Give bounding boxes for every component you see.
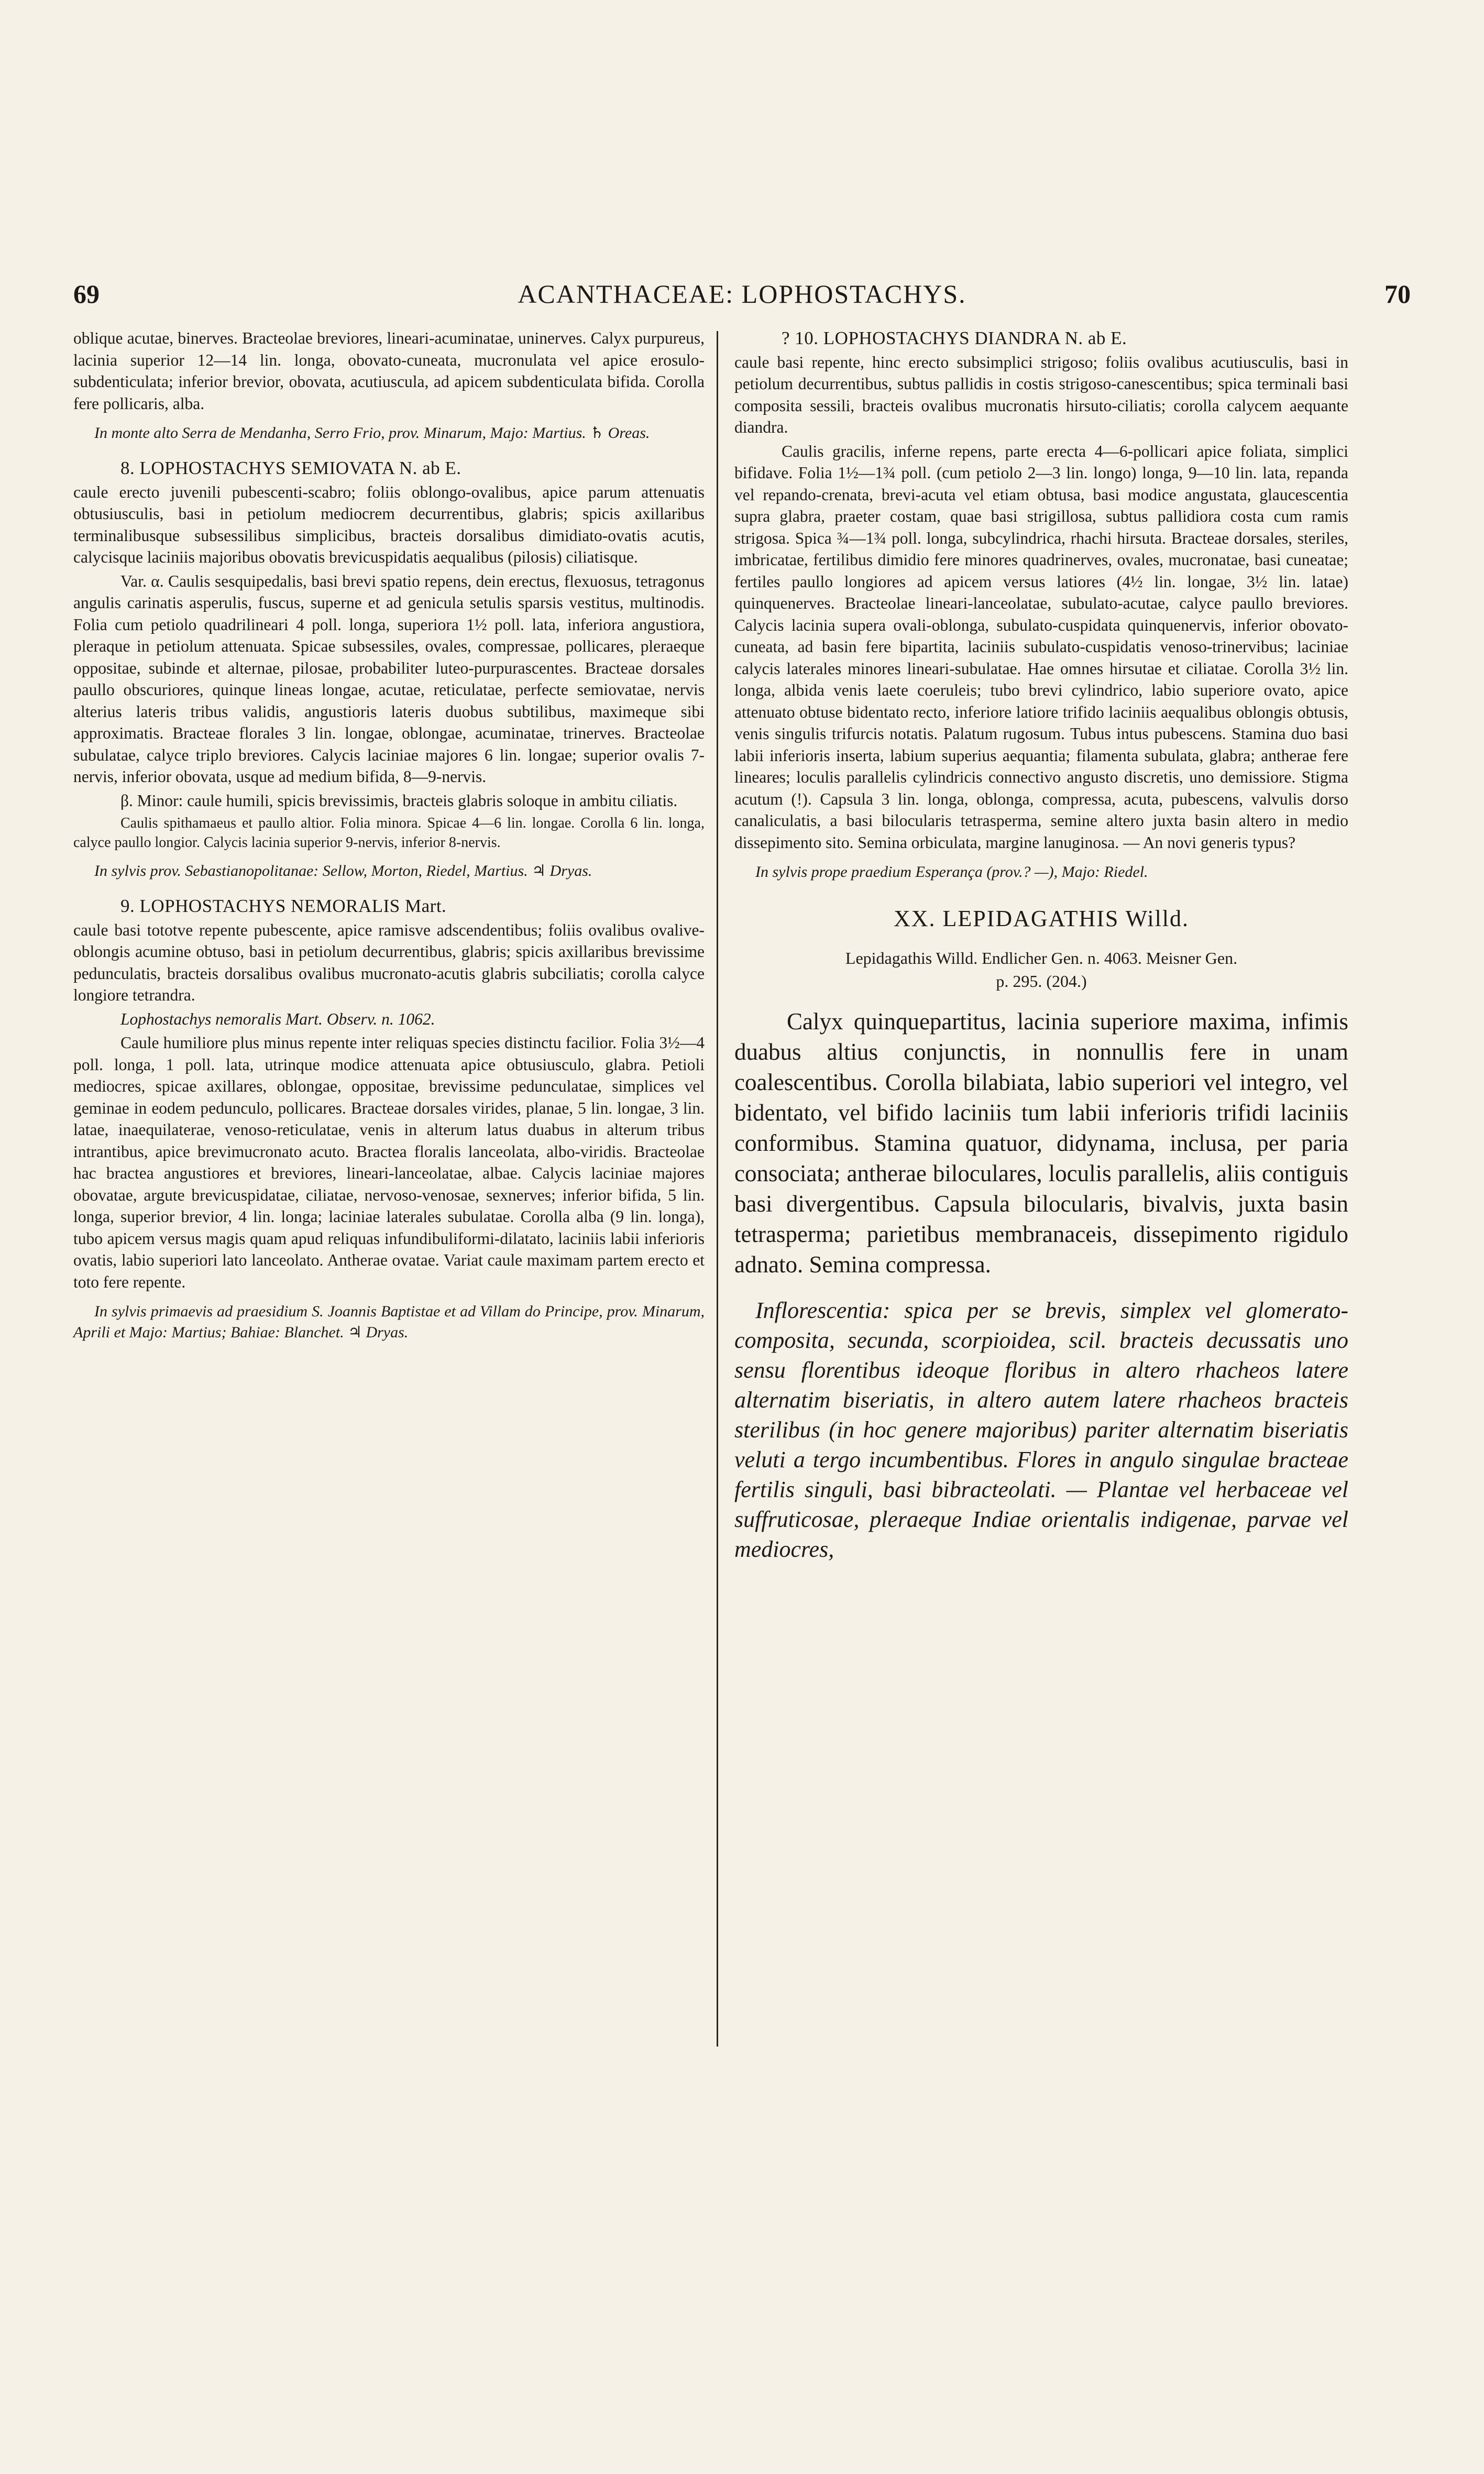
genus-reference-line-1: Lepidagathis Willd. Endlicher Gen. n. 4063. Meisner Gen.: [845, 948, 1238, 967]
species-8-variety-beta: β. Minor: caule humili, spicis brevissimis, bracteis glabris soloque in ambitu ciliatis.: [120, 791, 678, 810]
species-10-heading: ? 10. LOPHOSTACHYS DIANDRA N. ab E.: [782, 328, 1127, 348]
species-10-description: Caulis gracilis, inferne repens, parte erecta 4—6-pollicari apice foliata, simplici bifidave. Folia 1½—1¾ poll. (cum petiolo 2—3 lin. longo) longa, 9—10 lin. lata, repanda vel repando-crenata, brevi-acuta vel etiam obtusa, basi modice angustata, glaucescentia supra glabra, praeter costam, quae basi strigillosa, subtus pallidiora costa cum ramis strigosa. Spica ¾—1¾ poll. longa, subcylindrica, rhachi hirsuta. Bracteae dorsales, steriles, imbricatae, fertilibus dimidio fere minores quadrinerves, ovales, mucronatae, basi cuneatae; fertiles paullo longiores ad apicem versus latiores (4½ lin. longae, 3½ lin. latae) quinquenerves. Bracteolae lineari-lanceolatae, subulato-acutae, calyce paullo breviores. Calycis lacinia supera ovali-oblonga, subulato-cuspidata quinquenervis, inferior obovato-cuneata, ad basin fere bipartita, laciniis subulato-cuspidatis venoso-trinervibus; laciniae calycis laterales minores lineari-subulatae. Hae omnes hirsutae et ciliatae. Corolla 3½ lin. longa, albida venis laete coeruleis; tubo brevi cylindrico, labio superiore ovato, apice attenuato obtuse bidentato recto, inferiore latiore trifido laciniis aequalibus oblongis obtusis, venis singulis trifurcis notatis. Palatum rugosum. Tubus intus pubescens. Stamina duo basi labii inferioris inserta, labium superius aequantia; filamenta subulata, glabra; antherae fere lineares; loculis parallelis cylindricis connectivo angusto discretis, uno demissiore. Stigma acutum (!). Capsula 3 lin. longa, oblonga, compressa, acuta, pubescens, valvulis dorso canaliculatis, a basi bilocularis tetrasperma, semine altero juxta basin altero in medio dissepimento sito. Semina orbiculata, margine lanuginosa. — An novi generis typus?: [734, 442, 1348, 852]
left-column: [73, 327, 705, 1351]
locality-8: In sylvis prov. Sebastianopolitanae: Sellow, Morton, Riedel, Martius. ♃ Dryas.: [94, 862, 592, 879]
species-9-heading: 9. LOPHOSTACHYS NEMORALIS Mart.: [120, 896, 447, 916]
species-9-description: Caule humiliore plus minus repente inter reliquas species distinctu facilior. Folia 3½—4 poll. longa, 1 poll. lata, utrinque modice attenuata apice obtusiusculo, glabra. Petioli mediocres, spicae axillares, oblongae, oppositae, brevissime pedunculatae, simplices vel geminae in eodem pedunculo, pollicares. Bracteae dorsales virides, planae, 5 lin. longae, 3 lin. latae, inaequilaterae, venoso-reticulatae, venis in alterum latus duabus in alterum tribus intrantibus, apice brevimucronato acuto. Bractea floralis lanceolata, albo-viridis. Bracteolae hac bractea angustiores et breviores, lineari-lanceolatae, albae. Calycis laciniae majores obovatae, argute brevicuspidatae, ciliatae, nervoso-venosae, sexnerves; inferior bifida, 5 lin. longa, superior brevior, 4 lin. longa; laciniae laterales subulatae. Corolla alba (9 lin. longa), tubo apicem versus magis quam apud reliquas infundibuliformi-dilatato, laciniis labii inferioris ovatis, labio superiori lato lanceolato. Antherae ovatae. Variat caule maximam partem erecto et toto fere repente.: [73, 1033, 705, 1291]
running-title: ACANTHACEAE: LOPHOSTACHYS.: [518, 279, 966, 309]
species-8-variety-alpha: Var. α. Caulis sesquipedalis, basi brevi spatio repens, dein erectus, flexuosus, tetragonus angulis carinatis asperulis, fuscus, superne et ad genicula setulis sparsis vestitus, multinodis. Folia cum petiolo quadrilineari 4 poll. longa, superiora 1½ poll. lata, inferiora angustiora, pleraque in petiolum attenuata. Spicae subsessiles, ovales, compressae, pollicares, pleraeque oppositae, subinde et alternae, pilosae, probabiliter luteo-purpurascentes. Bracteae dorsales paullo obscuriores, quinque lineas longae, acutae, reticulatae, perfecte semiovatae, nervis alterius lateris tribus validis, angustioris lateris duobus subtilibus, maximeque sibi approximatis. Bracteae florales 3 lin. longae, oblongae, acuminatae, trinerves. Bracteolae subulatae, calyce triplo breviores. Calycis laciniae majores 6 lin. longae; superior ovalis 7-nervis, inferior obovata, usque ad medium bifida, 8—9-nervis.: [73, 571, 705, 786]
column-divider: [717, 331, 718, 2047]
species-8-diagnosis: caule erecto juvenili pubescenti-scabro; foliis oblongo-ovalibus, apice parum attenuatis obtusiusculis, basi in petiolum mediocrem decurrentibus, glabris; spicis axillaribus terminalibusque subsessilibus simplicibus, bracteis dorsalibus dimidiato-ovatis acutis, calycisque laciniis majoribus obovatis brevicuspidatis aequalibus (pilosis) ciliatisque.: [73, 482, 705, 566]
page-number-left: 69: [73, 279, 100, 309]
genus-title: XX. LEPIDAGATHIS Willd.: [893, 906, 1190, 931]
genus-reference-line-2: p. 295. (204.): [996, 971, 1087, 991]
species-8-variety-beta-description: Caulis spithamaeus et paullo altior. Folia minora. Spicae 4—6 lin. longae. Corolla 6 lin. longa, calyce paullo longior. Calycis lacinia superior 9-nervis, inferior 8-nervis.: [73, 815, 705, 851]
species-8-heading: 8. LOPHOSTACHYS SEMIOVATA N. ab E.: [120, 458, 461, 478]
page-header: [73, 279, 1411, 315]
species-10-diagnosis: caule basi repente, hinc erecto subsimplici strigoso; foliis ovalibus acutiusculis, basi in petiolum decurrentibus, subtus pallidis in costis strigoso-canescentibus; spica terminali basi composita sessili, bracteis ovalibus mucronatis hirsuto-ciliatis; corolla calycem aequante diandra.: [734, 353, 1348, 436]
species-9-synonym: Lophostachys nemoralis Mart. Observ. n. 1062.: [120, 1009, 435, 1028]
page-number-right: 70: [1384, 279, 1411, 309]
genus-inflorescence: Inflorescentia: spica per se brevis, simplex vel glomerato-composita, secunda, scorpioidea, scil. bracteis decussatis uno sensu florentibus ideoque floribus in altero rhacheos latere alternatim biseriatis, in altero autem latere rhacheos bracteis sterilibus (in hoc genere majoribus) pariter alternatim biseriatis veluti a tergo incumbentibus. Flores in angulo singulae bracteae fertilis singuli, basi bibracteolati. — Plantae vel herbaceae vel suffruticosae, pleraeque Indiae orientalis indigenae, parvae vel mediocres,: [734, 1297, 1348, 1562]
locality-10: In sylvis prope praedium Esperança (prov.? —), Majo: Riedel.: [755, 863, 1148, 881]
species-9-diagnosis: caule basi tototve repente pubescente, apice ramisve adscendentibus; foliis ovalibus ovalive-oblongis acumine obtuso, basi in petiolum decurrentibus, glabris; spicis axillaribus brevissime pedunculatis, bracteis dorsalibus ovalibus mucronato-acutis glabris subciliatis; corolla calyce longiore tetrandra.: [73, 920, 705, 1004]
genus-description: Calyx quinquepartitus, lacinia superiore maxima, infimis duabus altius conjunctis, in nonnullis fere in unam coalescentibus. Corolla bilabiata, labio superiori vel integro, vel bidentato, vel bifido laciniis tum labii inferioris trifidi laciniis conformibus. Stamina quatuor, didynama, inclusa, per paria consociata; antherae biloculares, loculis parallelis, aliis contiguis basi divergentibus. Capsula bilocularis, bivalvis, juxta basin tetrasperma; parietibus membranaceis, dissepimento rigidulo adnato. Semina compressa.: [734, 1008, 1348, 1278]
locality-9: In sylvis primaevis ad praesidium S. Joannis Baptistae et ad Villam do Principe, prov. Minarum, Aprili et Majo: Martius; Bahiae: Blanchet. ♃ Dryas.: [73, 1303, 705, 1341]
continued-description: oblique acutae, binerves. Bracteolae breviores, lineari-acuminatae, uninerves. Calyx purpureus, lacinia superior 12—14 lin. longa, obovato-cuneata, mucronulata vel apice erosulo-subdenticulata; inferior brevior, obovata, acutiuscula, ad apicem subdenticulata bifida. Corolla fere pollicaris, alba.: [73, 329, 705, 413]
right-column: [734, 327, 1348, 1566]
locality-7: In monte alto Serra de Mendanha, Serro Frio, prov. Minarum, Majo: Martius. ♄ Oreas.: [94, 424, 650, 442]
genus-reference: [734, 947, 1348, 993]
